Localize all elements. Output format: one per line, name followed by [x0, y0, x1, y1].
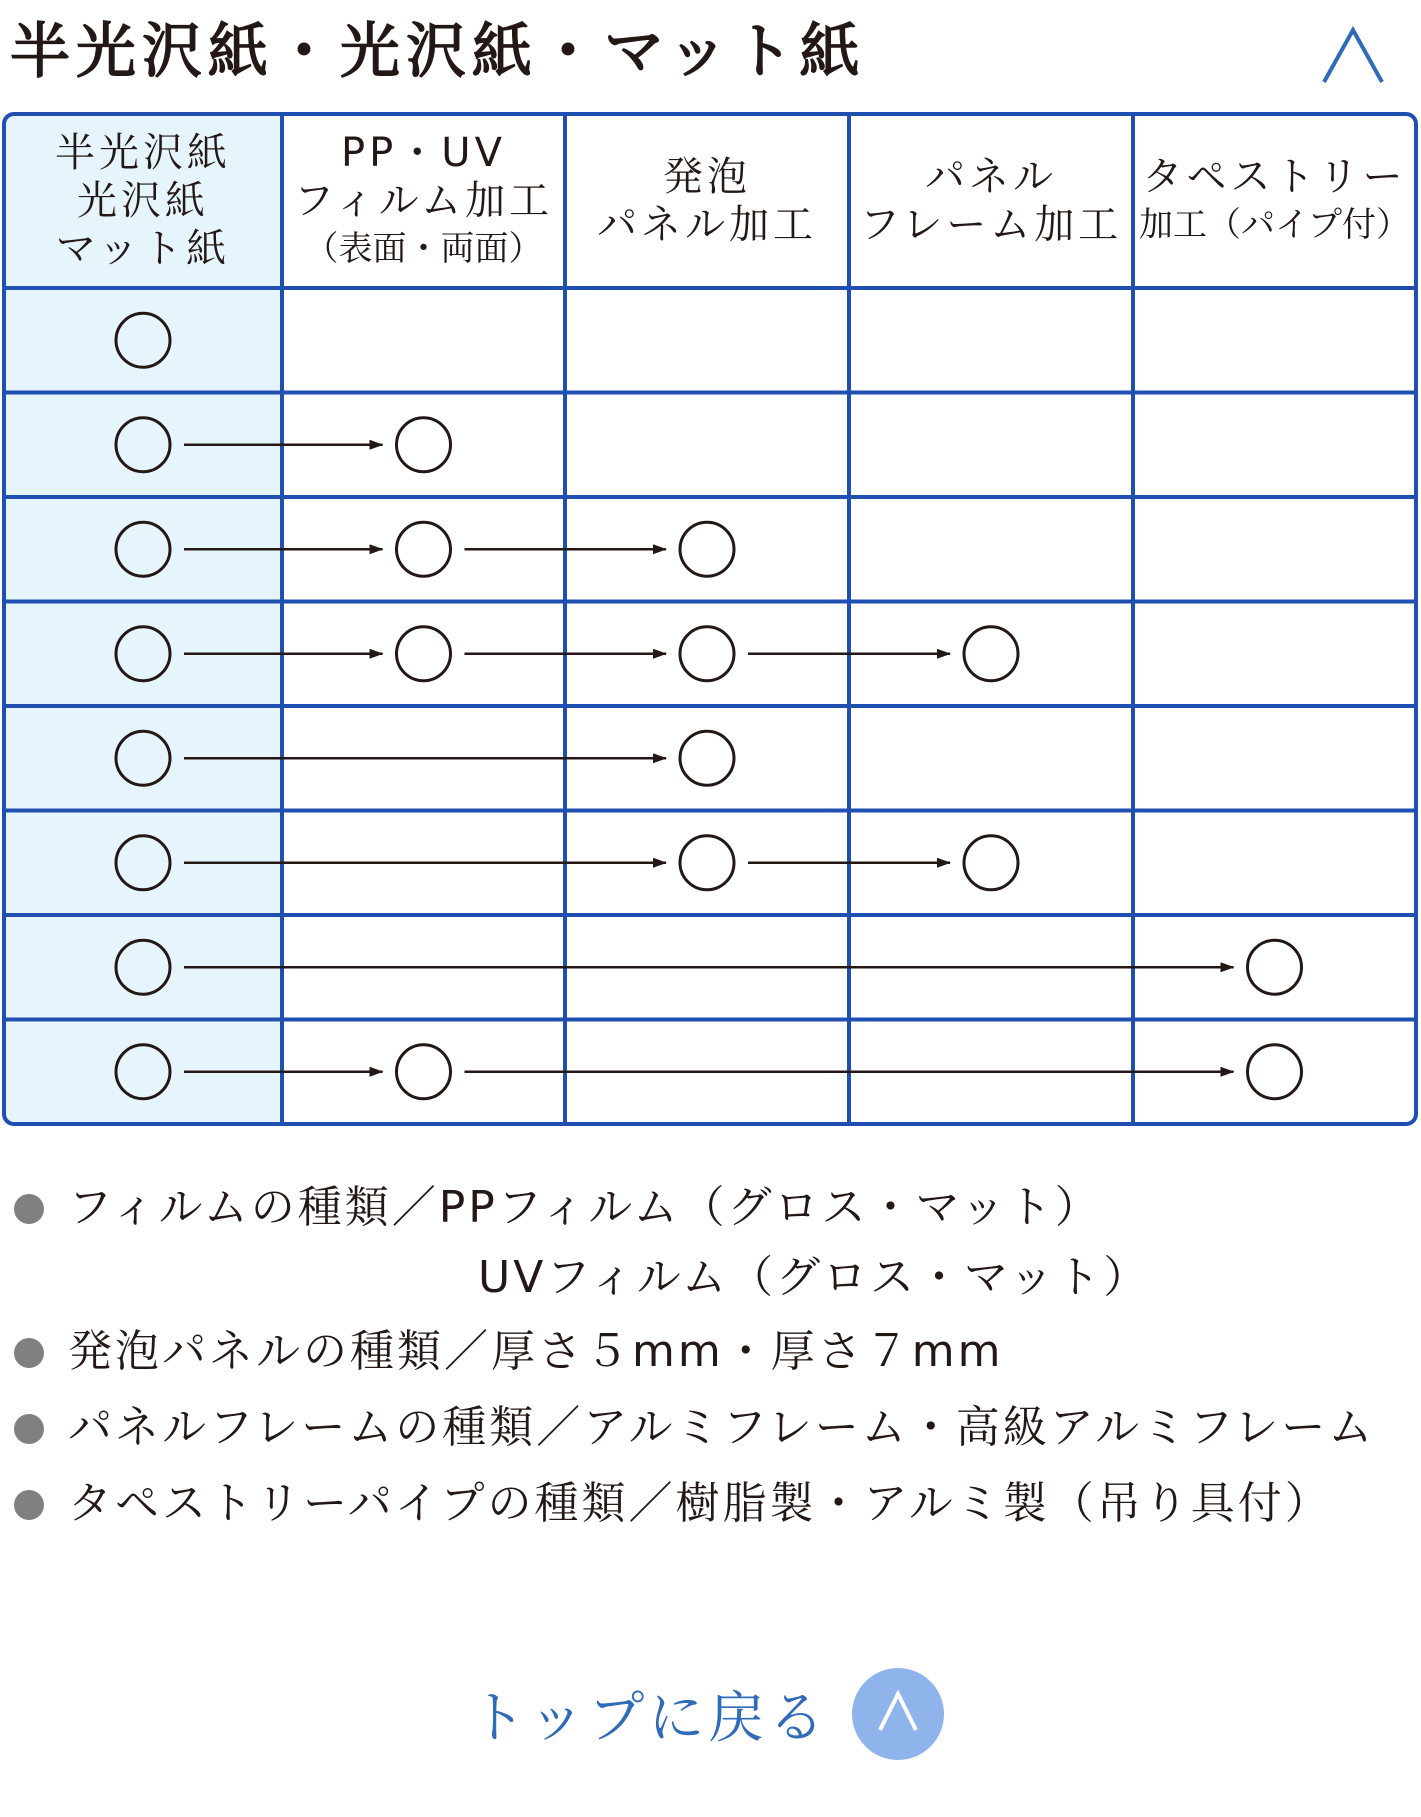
circle-icon — [1248, 1045, 1302, 1099]
bullet-dot-icon — [14, 1490, 44, 1520]
column-header-line: パネル — [925, 154, 1057, 200]
column-header-line: 発泡 — [663, 154, 751, 200]
back-to-top-label: トップに戻る — [470, 1686, 829, 1751]
circle-icon — [116, 313, 170, 367]
back-to-top-button[interactable] — [470, 1666, 944, 1762]
column-header-line: フレーム加工 — [859, 202, 1123, 248]
bullet-dot-icon — [14, 1194, 44, 1224]
circle-icon — [964, 627, 1018, 681]
note-text: タペストリーパイプの種類／樹脂製・アルミ製（吊り具付） — [68, 1478, 1332, 1529]
circle-icon — [397, 627, 451, 681]
circle-icon — [1248, 940, 1302, 994]
column-header-line: （表面・両面） — [304, 229, 543, 269]
page-title: 半光沢紙・光沢紙・マット紙 — [10, 17, 866, 87]
note-text: フィルムの種類／PPフィルム（グロス・マット） — [68, 1182, 1102, 1233]
circle-icon — [116, 836, 170, 890]
circle-icon — [680, 627, 734, 681]
chevron-up-icon — [852, 1668, 944, 1760]
circle-icon — [116, 1045, 170, 1099]
note-text-continuation: UVフィルム（グロス・マット） — [478, 1252, 1151, 1303]
circle-icon — [116, 940, 170, 994]
circle-icon — [116, 731, 170, 785]
circle-icon — [680, 836, 734, 890]
column-header-line: フィルム加工 — [293, 178, 554, 224]
note-text: パネルフレームの種類／アルミフレーム・高級アルミフレーム — [68, 1402, 1376, 1453]
column-header — [565, 114, 849, 288]
column-header-line: PP・UV — [341, 130, 506, 176]
column-header-line: タペストリー — [1142, 154, 1407, 200]
chevron-up-icon — [1318, 20, 1388, 90]
circle-icon — [397, 522, 451, 576]
circle-icon — [116, 627, 170, 681]
bullet-dot-icon — [14, 1414, 44, 1444]
circle-icon — [397, 418, 451, 472]
circle-icon — [397, 1045, 451, 1099]
column-header — [1133, 114, 1416, 288]
column-header-line: 加工（パイプ付） — [1139, 205, 1410, 245]
process-table — [0, 110, 1421, 1128]
circle-icon — [964, 836, 1018, 890]
column-header — [4, 114, 282, 288]
note-text: 発泡パネルの種類／厚さ５mm・厚さ７mm — [68, 1326, 1004, 1377]
column-header — [282, 114, 565, 288]
collapse-button[interactable] — [1318, 20, 1388, 90]
circle-icon — [116, 522, 170, 576]
column-header-line: 光沢紙 — [77, 178, 209, 224]
circle-icon — [680, 731, 734, 785]
circle-icon — [116, 418, 170, 472]
column-header-line: 半光沢紙 — [55, 130, 231, 176]
back-to-top-circle — [852, 1668, 944, 1760]
circle-icon — [680, 522, 734, 576]
column-header-line: マット紙 — [55, 226, 231, 272]
column-header-line: パネル加工 — [597, 202, 817, 248]
column-header — [849, 114, 1133, 288]
bullet-dot-icon — [14, 1338, 44, 1368]
